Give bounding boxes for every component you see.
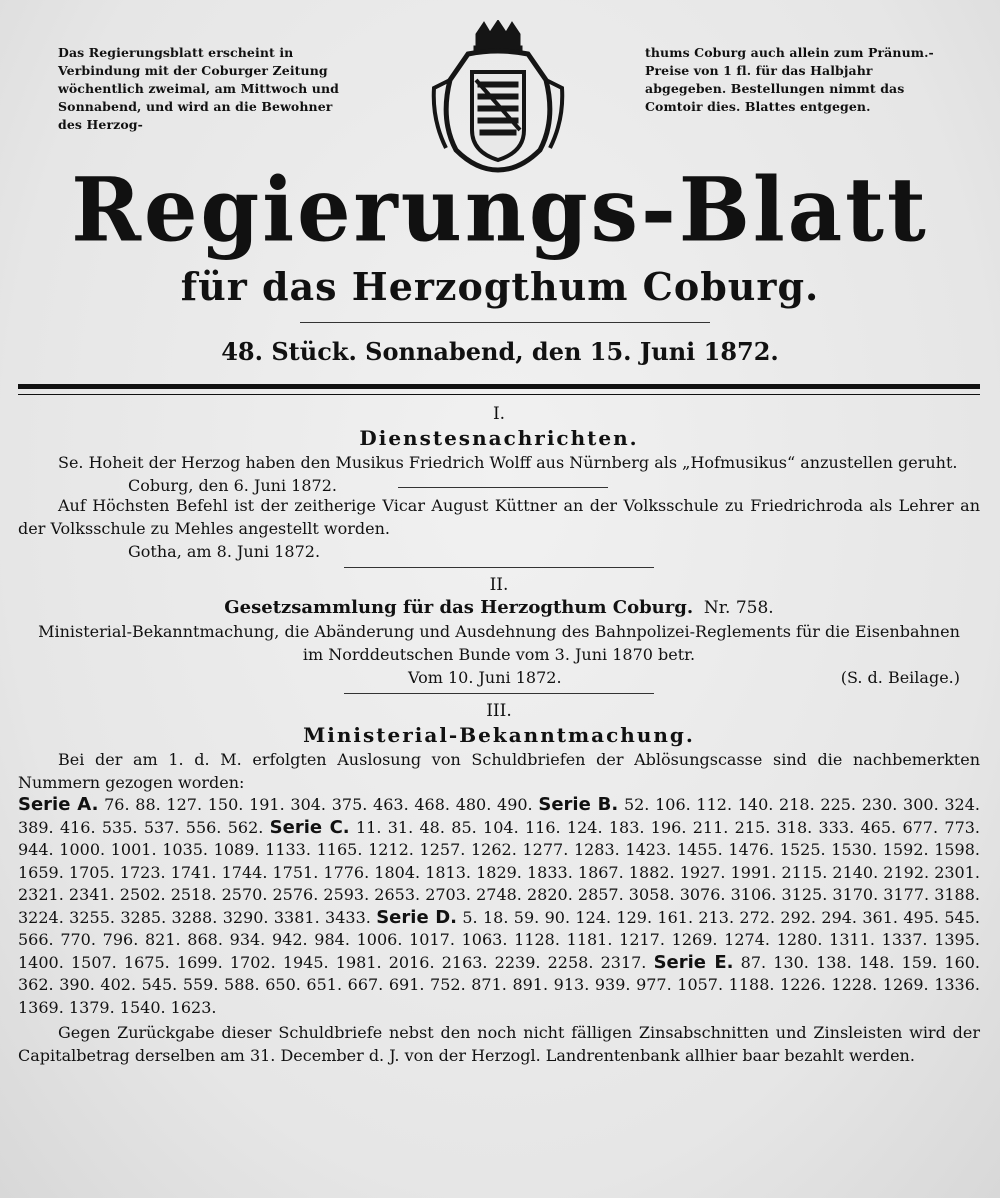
issue-line: 48. Stück. Sonnabend, den 15. Juni 1872. bbox=[221, 337, 779, 366]
series-label: Serie D. bbox=[376, 906, 457, 928]
series-label: Serie B. bbox=[538, 794, 619, 815]
date-row bbox=[18, 666, 980, 689]
decree-date: Vom 10. Juni 1872. bbox=[408, 668, 562, 687]
section-number: I. bbox=[492, 404, 506, 424]
publication-notice-right: thums Coburg auch allein zum Pränum.-Preise von 1 fl. für das Halbjahr abgegeben. Bestellungen nimmt das Comtoir dies. Blattes entgegen. bbox=[645, 45, 934, 114]
article-body bbox=[18, 403, 980, 1067]
masthead-title: Regierungs-Blatt bbox=[71, 157, 929, 262]
section-heading: Dienstesnachrichten. bbox=[359, 426, 639, 450]
law-collection-title: Gesetzsammlung für das Herzogthum Coburg. bbox=[224, 597, 694, 618]
paragraph: Se. Hoheit der Herzog haben den Musikus Friedrich Wolff aus Nürnberg als „Hofmusikus“ anzustellen geruht. bbox=[58, 453, 958, 472]
series-label: Serie A. bbox=[18, 794, 99, 815]
section-heading: Ministerial-Bekanntmachung. bbox=[303, 723, 695, 747]
paragraph: Ministerial-Bekanntmachung, die Abänderung und Ausdehnung des Bahnpolizei-Reglements für die Eisenbahnen im Norddeutschen Bunde vom 3. Juni 1870 betr. bbox=[38, 622, 960, 664]
place-date-line: Coburg, den 6. Juni 1872. bbox=[128, 476, 337, 495]
section-number: II. bbox=[489, 575, 509, 595]
law-collection-heading bbox=[18, 596, 980, 620]
section-divider bbox=[398, 487, 608, 488]
series-label: Serie E. bbox=[653, 951, 734, 973]
paragraph: Bei der am 1. d. M. erfolgten Auslosung von Schuldbriefen der Ablösungscasse sind die nachbemerkten Nummern gezogen worden: bbox=[18, 750, 980, 792]
masthead-subtitle: für das Herzogthum Coburg. bbox=[180, 264, 820, 309]
publication-notice-left: Das Regierungsblatt erscheint in Verbindung mit der Coburger Zeitung wöchentlich zweimal, am Mittwoch und Sonnabend, und wird an die Bewohner des Herzog- bbox=[58, 45, 339, 132]
heavy-divider bbox=[18, 384, 980, 389]
section-divider bbox=[344, 567, 654, 568]
drawn-numbers-list bbox=[18, 794, 980, 1019]
paragraph: Auf Höchsten Befehl ist der zeitherige Vicar August Küttner an der Volksschule zu Friedrichroda als Lehrer an der Volksschule zu Mehles angestellt worden. bbox=[18, 496, 980, 538]
section-divider bbox=[344, 693, 654, 694]
section-number: III. bbox=[486, 701, 512, 721]
series-numbers: 76. 88. 127. 150. 191. 304. 375. 463. 468. 480. 490. bbox=[104, 795, 533, 814]
law-number: Nr. 758. bbox=[703, 598, 774, 618]
subtitle-divider bbox=[300, 322, 710, 323]
thin-divider bbox=[18, 394, 980, 395]
paragraph: Gegen Zurückgabe dieser Schuldbriefe nebst den noch nicht fälligen Zinsabschnitten und Zinsleisten wird der Capitalbetrag derselben am 31. December d. J. von der Herzogl. Landrentenbank allhier baar bezahlt werden. bbox=[18, 1023, 980, 1065]
series-numbers: 87. 130. 138. 148. 159. 160. 362. 390. 402. 545. 559. 588. 650. 651. 667. 691. 752. 871. 891. 913. 939. 977. 1057. 1188. 1226. 1228. 1269. 1336. 1369. 1379. 1540. 1623. bbox=[18, 952, 981, 1017]
series-numbers: 5. 18. 59. 90. 124. 129. 161. 213. 272. 292. 294. 361. 495. 545. 566. 770. 796. 821. 868. 934. 942. 984. 1006. 1017. 1063. 1128. 1181. 1217. 1269. 1274. 1280. 1311. 1337. 1395. 1400. 1507. 1675. 1699. 1702. 1945. 1981. 2016. 2163. 2239. 2258. 2317. bbox=[18, 907, 980, 972]
series-numbers: 11. 31. 48. 85. 104. 116. 124. 183. 196. 211. 215. 318. 333. 465. 677. 773. 944. 1000. 1001. 1035. 1089. 1133. 1165. 1212. 1257. 1262. 1277. 1283. 1423. 1455. 1476. 1525. 1530. 1592. 1598. 1659. 1705. 1723. 1741. 1744. 1751. 1776. 1804. 1813. 1829. 1833. 1867. 1882. 1927. 1991. 2115. 2140. 2192. 2301. 2321. 2341. 2502. 2518. 2570. 2576. 2593. 2653. 2703. 2748. 2820. 2857. 3058. 3076. 3106. 3125. 3170. 3177. 3188. 3224. 3255. 3285. 3288. 3290. 3381. 3433. bbox=[18, 817, 981, 927]
series-label: Serie C. bbox=[269, 816, 350, 838]
series-numbers: 52. 106. 112. 140. 218. 225. 230. 300. 324. 389. 416. 535. 537. 556. 562. bbox=[18, 795, 980, 837]
supplement-note: (S. d. Beilage.) bbox=[840, 668, 960, 687]
place-date-line: Gotha, am 8. Juni 1872. bbox=[128, 542, 321, 561]
coat-of-arms-emblem bbox=[428, 20, 568, 175]
